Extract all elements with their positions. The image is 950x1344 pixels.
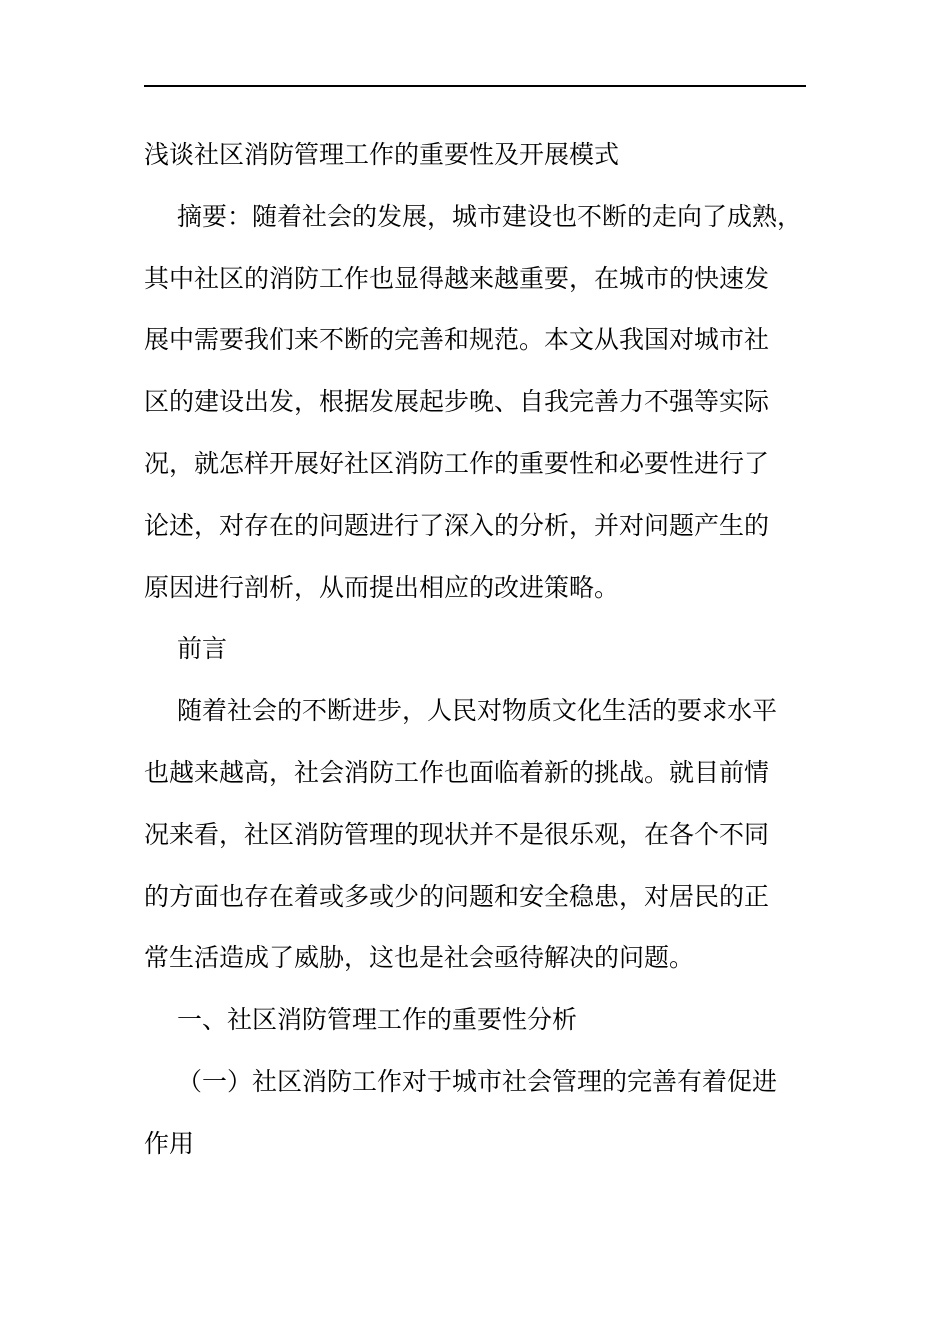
section-heading <box>144 989 806 1051</box>
preface-line: 的方面也存在着或多或少的问题和安全稳患，对居民的正 <box>144 881 770 911</box>
header-rule <box>144 85 806 87</box>
abstract-line: 其中社区的消防工作也显得越来越重要，在城市的快速发 <box>144 263 770 293</box>
abstract-line: 论述，对存在的问题进行了深入的分析，并对问题产生的 <box>144 510 770 540</box>
subsection-heading-line: （一）社区消防工作对于城市社会管理的完善有着促进 <box>177 1066 778 1096</box>
document-title <box>144 124 806 186</box>
subsection-heading <box>144 1051 806 1175</box>
preface-line: 随着社会的不断进步，人民对物质文化生活的要求水平 <box>177 696 778 726</box>
title-line: 浅谈社区消防管理工作的重要性及开展模式 <box>144 140 620 169</box>
document-body <box>144 124 806 1175</box>
preface-paragraph <box>144 680 806 989</box>
preface-heading-line: 前言 <box>177 634 228 664</box>
section-heading-line: 一、社区消防管理工作的重要性分析 <box>177 1005 578 1035</box>
preface-line: 也越来越高，社会消防工作也面临着新的挑战。就目前情 <box>144 757 770 787</box>
abstract-line: 区的建设出发，根据发展起步晚、自我完善力不强等实际 <box>144 387 770 417</box>
abstract-paragraph <box>144 186 806 619</box>
preface-line: 况来看，社区消防管理的现状并不是很乐观，在各个不同 <box>144 819 770 849</box>
preface-line: 常生活造成了威胁，这也是社会亟待解决的问题。 <box>144 943 695 973</box>
preface-heading <box>144 618 806 680</box>
abstract-line: 原因进行剖析，从而提出相应的改进策略。 <box>144 572 620 602</box>
subsection-heading-line: 作用 <box>144 1128 195 1158</box>
abstract-line: 摘要：随着社会的发展，城市建设也不断的走向了成熟， <box>177 201 803 231</box>
abstract-line: 展中需要我们来不断的完善和规范。本文从我国对城市社 <box>144 325 770 355</box>
abstract-line: 况，就怎样开展好社区消防工作的重要性和必要性进行了 <box>144 448 770 478</box>
